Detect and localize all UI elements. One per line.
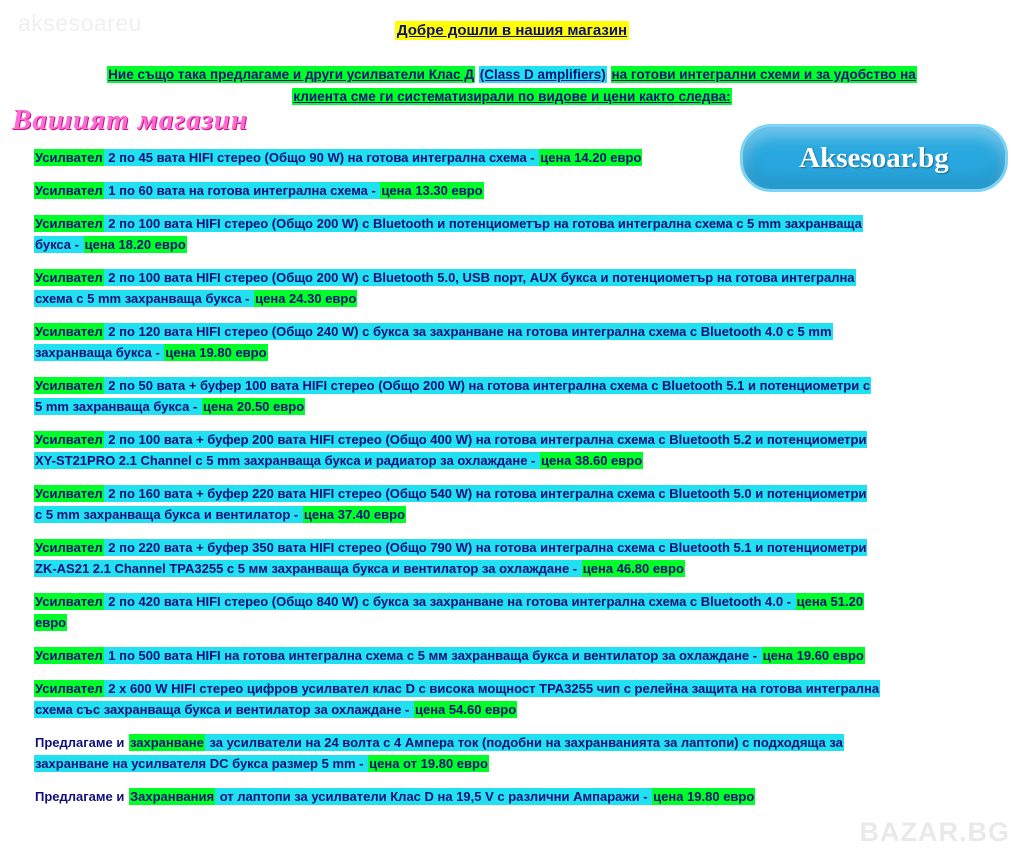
list-item (34, 786, 996, 807)
site-logo-text: Aksesoar.bg (799, 141, 949, 174)
page-title (0, 22, 1024, 39)
intro-line1-part1: Ние също така предлагаме и други усилватели Клас Д (108, 67, 474, 82)
item-text: 2 по 100 вата HIFI стерео (Общо 200 W) с Bluetooth и потенциометър на готова интегрална схема с 5 mm захранваща (104, 216, 862, 231)
item-text: Предлагаме и (35, 789, 128, 804)
price-label: цена 20.50 евро (202, 399, 305, 414)
price-label: цена 14.20 евро (540, 150, 642, 165)
item-text: 2 по 100 вата + буфер 200 вата HIFI стерео (Общо 400 W) на готова интегрална схема с Bluetooth 5.2 и потенциометри (104, 432, 867, 447)
item-text: Предлагаме и (35, 735, 128, 750)
list-item (34, 678, 996, 720)
intro-line1-part2: (Class D amplifiers) (479, 67, 606, 82)
watermark-bottom-right: BAZAR.BG (859, 817, 1010, 847)
list-item (34, 213, 996, 255)
price-label: цена 19.60 евро (762, 648, 864, 663)
shop-slogan: Вашият магазин (12, 104, 248, 136)
item-text: 2 по 120 вата HIFI стерео (Общо 240 W) с букса за захранване на готова интегрална схема с Bluetooth 4.0 с 5 mm (104, 324, 832, 339)
price-label: цена 19.80 евро (653, 789, 755, 804)
item-text: Усилвател (35, 216, 103, 231)
item-text: евро (35, 615, 67, 630)
item-text: с 5 mm захранваща букса и вентилатор - (35, 507, 302, 522)
item-text: 2 по 160 вата + буфер 220 вата HIFI стерео (Общо 540 W) на готова интегрална схема с Bluetooth 5.0 и потенциометри (104, 486, 867, 501)
item-text: Усилвател (35, 150, 103, 165)
price-label: цена от 19.80 евро (369, 756, 488, 771)
intro-paragraph (70, 64, 954, 108)
item-text: 2 по 220 вата + буфер 350 вата HIFI стерео (Общо 790 W) на готова интегрална схема с Bluetooth 5.1 и потенциометри (104, 540, 867, 555)
price-label: цена 24.30 евро (255, 291, 357, 306)
item-text: схема със захранваща букса и вентилатор за охлаждане - (35, 702, 413, 717)
item-text: от лаптопи за усилватели Клас D на 19,5 V с различни Ампаражи - (216, 789, 652, 804)
list-item (34, 429, 996, 471)
item-text: за усилватели на 24 волта с 4 Ампера ток (подобни на захранванията за лаптопи) с подходяща за (205, 735, 843, 750)
price-label: цена 54.60 евро (414, 702, 517, 717)
list-item (34, 375, 996, 417)
item-text: захранване на усилвателя DC букса размер 5 mm - (35, 756, 368, 771)
price-label: цена 46.80 евро (582, 561, 684, 576)
item-text: Усилвател (35, 648, 103, 663)
item-text: 1 по 60 вата на готова интегрална схема - (104, 183, 380, 198)
item-text: 2 по 420 вата HIFI стерео (Общо 840 W) с букса за захранване на готова интегрална схема с Bluetooth 4.0 - (104, 594, 795, 609)
list-item (34, 321, 996, 363)
item-text: ZK-AS21 2.1 Channel TPA3255 с 5 мм захранваща букса и вентилатор за охлаждане - (35, 561, 581, 576)
list-item (34, 537, 996, 579)
item-text: схема с 5 mm захранваща букса - (35, 291, 254, 306)
item-text: 2 по 50 вата + буфер 100 вата HIFI стерео (Общо 200 W) на готова интегрална схема с Bluetooth 5.1 и потенциометри с (104, 378, 871, 393)
item-text: захранваща букса - (35, 345, 164, 360)
item-text: Усилвател (35, 681, 103, 696)
item-text: Усилвател (35, 324, 103, 339)
item-text: Усилвател (35, 540, 103, 555)
item-text: 1 по 500 вата HIFI на готова интегрална схема с 5 мм захранваща букса и вентилатор за охлаждане - (104, 648, 761, 663)
price-label: цена 19.80 евро (165, 345, 267, 360)
item-text: Усилвател (35, 270, 103, 285)
item-text: 2 x 600 W HIFI стерео цифров усилвател клас D с висока мощност TPA3255 чип с релейна защита на готова интегрална (104, 681, 880, 696)
item-text: Захранвания (129, 789, 215, 804)
page-title-text: Добре дошли в нашия магазин (396, 22, 628, 39)
product-list (34, 147, 996, 819)
watermark-top-left: aksesoareu (18, 10, 142, 36)
list-item (34, 645, 996, 666)
list-item (34, 267, 996, 309)
list-item (34, 180, 996, 201)
item-text: Усилвател (35, 486, 103, 501)
item-text: Усилвател (35, 378, 103, 393)
price-label: цена 37.40 евро (303, 507, 406, 522)
item-text: букса - (35, 237, 83, 252)
price-label: цена 38.60 евро (541, 453, 643, 468)
item-text: Усилвател (35, 432, 103, 447)
item-text: захранване (129, 735, 204, 750)
list-item (34, 147, 996, 168)
item-text: 2 по 45 вата HIFI стерео (Общо 90 W) на готова интегрална схема - (104, 150, 539, 165)
item-text: Усилвател (35, 183, 103, 198)
price-label: цена 13.30 евро (381, 183, 483, 198)
price-label: цена 51.20 (796, 594, 864, 609)
list-item (34, 483, 996, 525)
item-text: Усилвател (35, 594, 103, 609)
price-label: цена 18.20 евро (84, 237, 186, 252)
intro-line1-part3: на готови интегрални схеми и за удобство на (611, 67, 916, 82)
item-text: 5 mm захранваща букса - (35, 399, 201, 414)
item-text: XY-ST21PRO 2.1 Channel с 5 mm захранваща букса и радиатор за охлаждане - (35, 453, 539, 468)
item-text: 2 по 100 вата HIFI стерео (Общо 200 W) с Bluetooth 5.0, USB порт, AUX букса и потенциометър на готова интегрална (104, 270, 855, 285)
list-item (34, 732, 996, 774)
list-item (34, 591, 996, 633)
intro-line2: клиента сме ги систематизирали по видове и цени както следва: (293, 89, 731, 104)
